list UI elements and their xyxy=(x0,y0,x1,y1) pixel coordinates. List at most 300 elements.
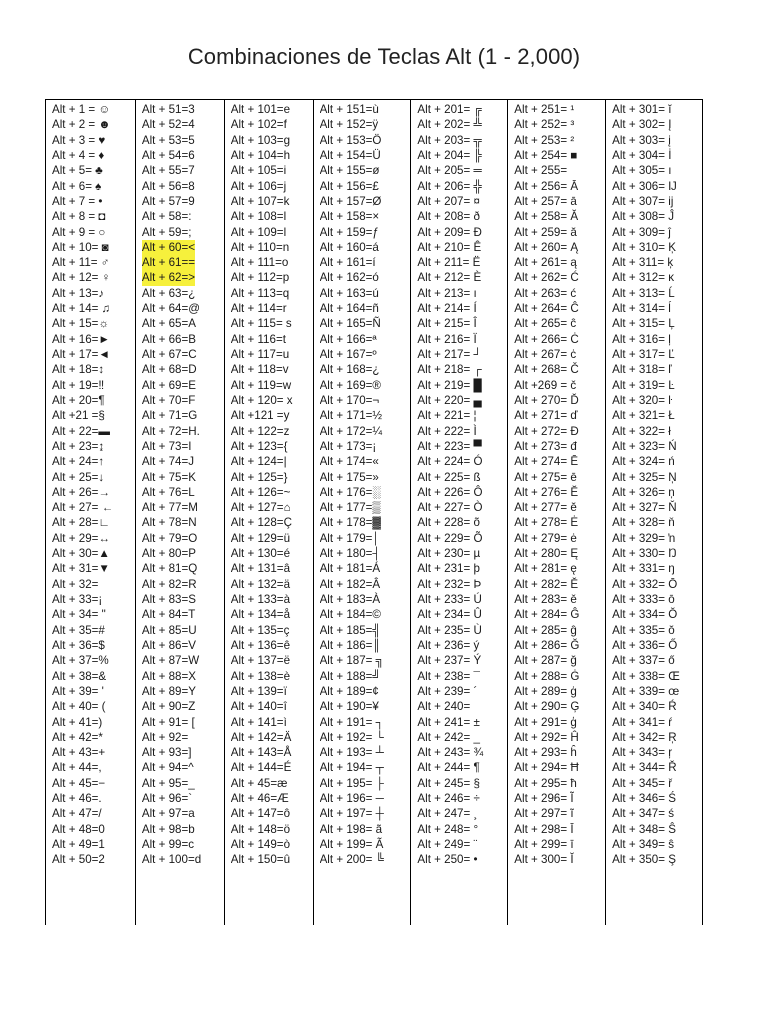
table-cell xyxy=(612,546,702,561)
alt-code-text: Alt + 186=║ xyxy=(319,638,381,652)
alt-code-text: Alt + 270= Ď xyxy=(514,393,579,407)
alt-code-text: Alt + 26=→ xyxy=(52,485,111,499)
alt-code-text: Alt + 211= Ë xyxy=(417,256,481,270)
table-cell xyxy=(52,684,135,699)
table-cell xyxy=(320,776,411,791)
alt-code-text: Alt + 10= ◙ xyxy=(52,240,109,254)
table-cell xyxy=(231,179,313,194)
alt-code-text: Alt + 84=T xyxy=(141,608,196,622)
alt-code-text: Alt + 246= ÷ xyxy=(417,792,480,806)
table-cell xyxy=(142,209,224,224)
alt-code-text: Alt + 144=É xyxy=(230,761,292,775)
alt-code-text: Alt + 274= Ē xyxy=(514,455,579,469)
table-cell xyxy=(142,577,224,592)
table-cell xyxy=(231,745,313,760)
table-cell xyxy=(52,378,135,393)
table-cell xyxy=(52,270,135,285)
alt-code-text: Alt + 12= ♀ xyxy=(52,271,111,285)
table-cell xyxy=(52,347,135,362)
alt-code-text: Alt + 13=♪ xyxy=(52,286,105,300)
alt-code-text: Alt + 113=q xyxy=(230,286,290,300)
alt-code-text: Alt + 3 = ♥ xyxy=(52,133,106,147)
alt-code-text: Alt + 279= ė xyxy=(514,531,577,545)
table-cell xyxy=(142,515,224,530)
alt-code-text: Alt + 151=ù xyxy=(319,103,379,116)
table-cell xyxy=(514,745,605,760)
table-cell xyxy=(52,485,135,500)
alt-code-text: Alt + 173=¡ xyxy=(319,439,377,453)
table-cell xyxy=(417,745,507,760)
alt-code-text: Alt + 72=H. xyxy=(141,424,200,438)
alt-code-text: Alt + 338= Œ xyxy=(612,669,680,683)
alt-code-text: Alt + 306= Ĳ xyxy=(612,179,677,193)
table-cell xyxy=(320,837,411,852)
table-cell xyxy=(231,806,313,821)
alt-code-text: Alt + 167=º xyxy=(319,348,377,361)
alt-code-text: Alt + 92= xyxy=(141,730,189,744)
table-cell xyxy=(231,607,313,622)
table-cell xyxy=(142,669,224,684)
alt-code-text: Alt + 313= Ĺ xyxy=(612,286,675,300)
table-cell xyxy=(320,684,411,699)
table-cell xyxy=(52,209,135,224)
table-cell xyxy=(52,500,135,515)
alt-code-text: Alt + 93=] xyxy=(141,746,192,760)
alt-code-text: Alt + 104=h xyxy=(230,148,291,162)
table-cell xyxy=(142,301,224,316)
table-cell xyxy=(612,255,702,270)
table-cell xyxy=(514,607,605,622)
alt-code-text: Alt + 30=▲ xyxy=(52,547,110,561)
table-cell xyxy=(52,194,135,209)
table-cell xyxy=(612,715,702,730)
alt-code-text: Alt + 102=f xyxy=(230,118,287,132)
alt-code-text: Alt + 305= ı xyxy=(612,164,672,178)
alt-code-text: Alt + 323= Ń xyxy=(612,439,677,453)
alt-code-text: Alt + 316= ļ xyxy=(612,332,671,346)
table-cell xyxy=(231,362,313,377)
alt-code-text: Alt + 328= ň xyxy=(612,516,675,530)
alt-code-text: Alt + 197= ┼ xyxy=(319,807,384,821)
alt-code-text: Alt + 48=0 xyxy=(52,822,105,836)
table-cell xyxy=(417,852,507,867)
table-cell xyxy=(320,270,411,285)
table-cell xyxy=(52,577,135,592)
alt-code-text: Alt + 161=í xyxy=(319,256,376,270)
table-cell xyxy=(417,255,507,270)
alt-code-text: Alt + 181=Á xyxy=(319,562,381,576)
alt-code-text: Alt + 18=↕ xyxy=(52,363,105,377)
alt-code-text: Alt + 267= ċ xyxy=(514,348,577,361)
alt-code-text: Alt + 135=ç xyxy=(230,623,290,637)
alt-code-text: Alt + 290= Ģ xyxy=(514,700,580,714)
alt-code-text: Alt + 199= Ã xyxy=(319,838,384,851)
table-cell xyxy=(612,133,702,148)
alt-code-text: Alt + 166=ª xyxy=(319,332,377,346)
table-cell xyxy=(142,454,224,469)
table-cell xyxy=(417,791,507,806)
alt-code-text: Alt + 188=╝ xyxy=(319,669,381,683)
alt-code-text: Alt + 71=G xyxy=(141,409,198,423)
alt-code-text: Alt + 65=A xyxy=(141,317,197,331)
alt-code-text: Alt + 58=: xyxy=(141,210,192,224)
alt-code-text: Alt + 336= Ő xyxy=(612,638,678,652)
alt-code-text: Alt + 16=► xyxy=(52,332,110,346)
table-cell xyxy=(417,546,507,561)
alt-code-text: Alt + 96=` xyxy=(141,792,193,806)
alt-code-text: Alt + 234= Û xyxy=(417,608,482,622)
table-cell xyxy=(417,209,507,224)
table-cell xyxy=(514,316,605,331)
alt-code-text: Alt + 285= ĝ xyxy=(514,623,577,637)
table-cell xyxy=(417,730,507,745)
table-cell xyxy=(142,194,224,209)
table-cell xyxy=(231,378,313,393)
table-cell xyxy=(142,653,224,668)
alt-code-text: Alt + 5= ♣ xyxy=(52,164,103,178)
table-cell xyxy=(142,102,224,117)
alt-code-text: Alt + 69=E xyxy=(141,378,197,392)
table-cell xyxy=(514,378,605,393)
alt-code-text: Alt + 28=∟ xyxy=(52,516,110,530)
table-cell xyxy=(417,607,507,622)
table-cell xyxy=(231,531,313,546)
alt-code-text: Alt + 115= s xyxy=(230,317,292,331)
table-cell xyxy=(417,470,507,485)
table-cell xyxy=(231,209,313,224)
alt-code-text: Alt + 140=î xyxy=(230,700,287,714)
table-cell xyxy=(514,822,605,837)
table-cell xyxy=(52,439,135,454)
alt-code-text: Alt + 54=6 xyxy=(141,148,195,162)
table-cell xyxy=(417,485,507,500)
table-cell xyxy=(320,531,411,546)
table-cell xyxy=(612,852,702,867)
alt-code-text: Alt + 81=Q xyxy=(141,562,198,576)
alt-code-text: Alt + 127=⌂ xyxy=(230,501,291,515)
table-cell xyxy=(142,347,224,362)
alt-code-text: Alt + 83=S xyxy=(141,593,197,606)
alt-code-text: Alt + 35=# xyxy=(52,623,105,637)
alt-code-text: Alt + 122=z xyxy=(230,424,290,438)
alt-code-text: Alt + 241= ± xyxy=(417,715,480,729)
table-cell xyxy=(231,500,313,515)
table-cell xyxy=(52,806,135,821)
table-cell xyxy=(231,102,313,117)
table-cell xyxy=(417,531,507,546)
alt-code-text: Alt + 339= œ xyxy=(612,684,680,698)
alt-code-text: Alt + 219= █ xyxy=(417,378,482,392)
table-cell xyxy=(231,653,313,668)
alt-code-text: Alt + 46=. xyxy=(52,792,102,806)
table-cell xyxy=(514,592,605,607)
alt-code-text: Alt + 20=¶ xyxy=(52,393,105,407)
alt-code-text: Alt + 171=½ xyxy=(319,409,383,423)
table-cell xyxy=(231,408,313,423)
alt-code-text: Alt + 250= • xyxy=(417,853,478,867)
alt-code-text: Alt + 180=┤ xyxy=(319,547,381,561)
table-cell xyxy=(417,117,507,132)
table-cell xyxy=(612,332,702,347)
alt-code-text: Alt + 268= Č xyxy=(514,363,579,377)
alt-code-text: Alt + 271= ď xyxy=(514,409,578,423)
table-cell xyxy=(612,454,702,469)
alt-code-text: Alt + 255= xyxy=(514,164,568,178)
table-cell xyxy=(142,255,224,270)
table-cell xyxy=(320,163,411,178)
alt-code-text: Alt + 40= ( xyxy=(52,700,106,714)
table-cell xyxy=(417,133,507,148)
alt-code-text: Alt + 345= ř xyxy=(612,776,673,790)
table-cell xyxy=(612,592,702,607)
table-cell xyxy=(231,776,313,791)
alt-code-text: Alt + 4 = ♦ xyxy=(52,148,105,162)
table-cell xyxy=(142,852,224,867)
alt-code-text: Alt + 1 = ☺ xyxy=(52,103,111,116)
table-cell xyxy=(320,301,411,316)
table-cell xyxy=(417,822,507,837)
table-cell xyxy=(320,424,411,439)
table-cell xyxy=(320,791,411,806)
table-cell xyxy=(320,117,411,132)
alt-code-text: Alt + 139=ï xyxy=(230,684,287,698)
table-cell xyxy=(52,117,135,132)
table-cell xyxy=(417,515,507,530)
table-cell xyxy=(231,669,313,684)
alt-code-text: Alt + 333= ō xyxy=(612,593,675,606)
table-cell xyxy=(514,439,605,454)
table-cell xyxy=(231,837,313,852)
alt-code-text: Alt + 32= xyxy=(52,577,99,591)
table-cell xyxy=(417,286,507,301)
alt-code-text: Alt + 232= Þ xyxy=(417,577,482,591)
alt-code-text: Alt + 322= ł xyxy=(612,424,671,438)
alt-code-text: Alt + 150=û xyxy=(230,853,291,867)
alt-code-text: Alt + 51=3 xyxy=(141,103,195,116)
alt-code-text: Alt + 136=ê xyxy=(230,638,291,652)
alt-code-text: Alt + 200= ╚ xyxy=(319,853,384,867)
table-cell xyxy=(417,638,507,653)
table-cell xyxy=(417,362,507,377)
table-cell xyxy=(231,623,313,638)
table-cell xyxy=(142,715,224,730)
table-cell xyxy=(320,209,411,224)
alt-code-text: Alt + 148=ö xyxy=(230,822,291,836)
alt-code-text: Alt + 258= Ă xyxy=(514,210,579,224)
table-cell xyxy=(142,791,224,806)
alt-code-text: Alt + 33=¡ xyxy=(52,593,103,606)
table-cell xyxy=(142,470,224,485)
alt-code-text: Alt + 165=Ñ xyxy=(319,317,381,331)
alt-code-text: Alt + 287= ğ xyxy=(514,654,577,668)
table-cell xyxy=(231,730,313,745)
table-cell xyxy=(417,561,507,576)
alt-code-text: Alt + 300= Ĭ xyxy=(514,853,574,867)
alt-code-text: Alt + 7 = • xyxy=(52,194,103,208)
table-column-2 xyxy=(136,100,225,925)
alt-code-text: Alt + 299= ī xyxy=(514,838,574,851)
alt-code-text: Alt + 149=ò xyxy=(230,838,291,851)
alt-code-text: Alt + 229= Õ xyxy=(417,531,483,545)
table-cell xyxy=(52,286,135,301)
alt-code-text: Alt + 75=K xyxy=(141,470,197,484)
alt-code-text: Alt + 79=O xyxy=(141,531,198,545)
table-cell xyxy=(52,454,135,469)
alt-code-text: Alt + 237= Ý xyxy=(417,654,482,668)
alt-code-text: Alt + 73=I xyxy=(141,439,192,453)
table-cell xyxy=(612,148,702,163)
table-cell xyxy=(320,638,411,653)
table-cell xyxy=(52,669,135,684)
alt-code-text: Alt + 201= ╔ xyxy=(417,103,482,116)
table-cell xyxy=(231,715,313,730)
alt-code-text: Alt + 120= x xyxy=(230,393,293,407)
alt-code-text: Alt + 292= Ĥ xyxy=(514,730,579,744)
table-cell xyxy=(320,852,411,867)
table-cell xyxy=(231,699,313,714)
table-cell xyxy=(231,393,313,408)
table-cell xyxy=(320,194,411,209)
alt-code-text: Alt + 9 = ○ xyxy=(52,225,106,239)
alt-code-text: Alt + 98=b xyxy=(141,822,195,836)
table-cell xyxy=(514,669,605,684)
alt-code-text: Alt + 162=ó xyxy=(319,271,379,285)
table-cell xyxy=(612,225,702,240)
table-cell xyxy=(612,837,702,852)
table-column-6 xyxy=(508,100,606,925)
alt-code-text: Alt + 52=4 xyxy=(141,118,195,132)
table-cell xyxy=(142,684,224,699)
table-cell xyxy=(514,163,605,178)
alt-code-text: Alt + 44=, xyxy=(52,761,102,775)
alt-code-text: Alt + 49=1 xyxy=(52,838,105,851)
alt-code-text: Alt +121 =y xyxy=(230,409,290,423)
table-cell xyxy=(417,240,507,255)
table-cell xyxy=(417,776,507,791)
alt-code-text: Alt + 29=↔ xyxy=(52,531,111,545)
table-cell xyxy=(320,623,411,638)
table-cell xyxy=(612,623,702,638)
alt-code-text: Alt + 321= Ł xyxy=(612,409,675,423)
page-title: Combinaciones de Teclas Alt (1 - 2,000) xyxy=(187,44,581,69)
table-cell xyxy=(514,791,605,806)
alt-code-text: Alt + 94=^ xyxy=(141,761,194,775)
alt-code-text: Alt + 262= Ć xyxy=(514,271,579,285)
table-cell xyxy=(417,623,507,638)
alt-code-text: Alt + 176=░ xyxy=(319,485,381,499)
table-cell xyxy=(514,760,605,775)
alt-code-text: Alt + 277= ĕ xyxy=(514,501,577,515)
table-cell xyxy=(612,699,702,714)
table-cell xyxy=(514,117,605,132)
alt-code-text: Alt + 192= └ xyxy=(319,730,384,744)
table-cell xyxy=(514,531,605,546)
table-cell xyxy=(52,791,135,806)
table-cell xyxy=(231,148,313,163)
alt-code-text: Alt + 77=M xyxy=(141,501,198,515)
table-cell xyxy=(514,255,605,270)
alt-code-text: Alt + 257= ā xyxy=(514,194,577,208)
alt-code-text: Alt + 177=▒ xyxy=(319,501,381,515)
alt-code-text: Alt + 214= Í xyxy=(417,302,477,316)
table-cell xyxy=(231,760,313,775)
alt-code-text: Alt + 190=¥ xyxy=(319,700,379,714)
table-cell xyxy=(612,577,702,592)
table-cell xyxy=(142,561,224,576)
table-cell xyxy=(52,715,135,730)
alt-code-text: Alt + 264= Ĉ xyxy=(514,302,579,316)
table-cell xyxy=(320,316,411,331)
table-cell xyxy=(142,500,224,515)
table-cell xyxy=(514,715,605,730)
alt-code-text: Alt + 284= Ĝ xyxy=(514,608,580,622)
table-cell xyxy=(320,730,411,745)
alt-code-text: Alt + 70=F xyxy=(141,393,196,407)
alt-code-text: Alt + 182=Â xyxy=(319,577,381,591)
alt-code-text: Alt + 156=£ xyxy=(319,179,379,193)
table-cell xyxy=(417,653,507,668)
alt-code-text: Alt + 62=> xyxy=(141,271,196,285)
alt-code-text: Alt + 172=¼ xyxy=(319,424,383,438)
alt-code-text: Alt + 276= Ĕ xyxy=(514,485,579,499)
table-cell xyxy=(320,148,411,163)
table-cell xyxy=(514,209,605,224)
table-cell xyxy=(142,179,224,194)
alt-code-text: Alt + 132=ä xyxy=(230,577,291,591)
table-cell xyxy=(142,270,224,285)
alt-code-text: Alt + 204= ╠ xyxy=(417,148,482,162)
alt-code-text: Alt +21 =§ xyxy=(52,409,105,423)
alt-code-text: Alt + 106=j xyxy=(230,179,287,193)
alt-code-text: Alt + 298= Ī xyxy=(514,822,574,836)
alt-code-text: Alt + 87=W xyxy=(141,654,200,668)
alt-code-text: Alt + 95=_ xyxy=(141,776,195,790)
alt-code-text: Alt + 314= ĺ xyxy=(612,302,671,316)
alt-code-text: Alt + 248= ° xyxy=(417,822,479,836)
alt-code-text: Alt + 252= ³ xyxy=(514,118,575,132)
table-cell xyxy=(417,393,507,408)
table-cell xyxy=(320,362,411,377)
table-cell xyxy=(52,240,135,255)
table-cell xyxy=(320,607,411,622)
table-cell xyxy=(417,225,507,240)
table-cell xyxy=(52,515,135,530)
table-cell xyxy=(52,148,135,163)
table-cell xyxy=(231,454,313,469)
table-cell xyxy=(320,485,411,500)
alt-code-text: Alt + 36=$ xyxy=(52,638,105,652)
table-cell xyxy=(514,485,605,500)
alt-code-text: Alt + 169=® xyxy=(319,378,381,392)
table-cell xyxy=(417,592,507,607)
table-cell xyxy=(612,194,702,209)
alt-code-text: Alt + 23=↨ xyxy=(52,439,105,453)
table-cell xyxy=(142,424,224,439)
alt-code-text: Alt + 330= Ŋ xyxy=(612,547,677,561)
table-cell xyxy=(612,684,702,699)
alt-code-text: Alt + 78=N xyxy=(141,516,197,530)
table-cell xyxy=(52,730,135,745)
alt-code-text: Alt + 296= Ĩ xyxy=(514,792,574,806)
alt-code-text: Alt + 210= Ê xyxy=(417,240,482,254)
alt-code-text: Alt + 101=e xyxy=(230,103,291,116)
alt-code-text: Alt + 223= ▀ xyxy=(417,439,482,453)
alt-code-text: Alt + 244= ¶ xyxy=(417,761,480,775)
table-cell xyxy=(142,332,224,347)
table-cell xyxy=(142,760,224,775)
table-column-7 xyxy=(606,100,703,925)
alt-codes-table xyxy=(45,99,703,925)
